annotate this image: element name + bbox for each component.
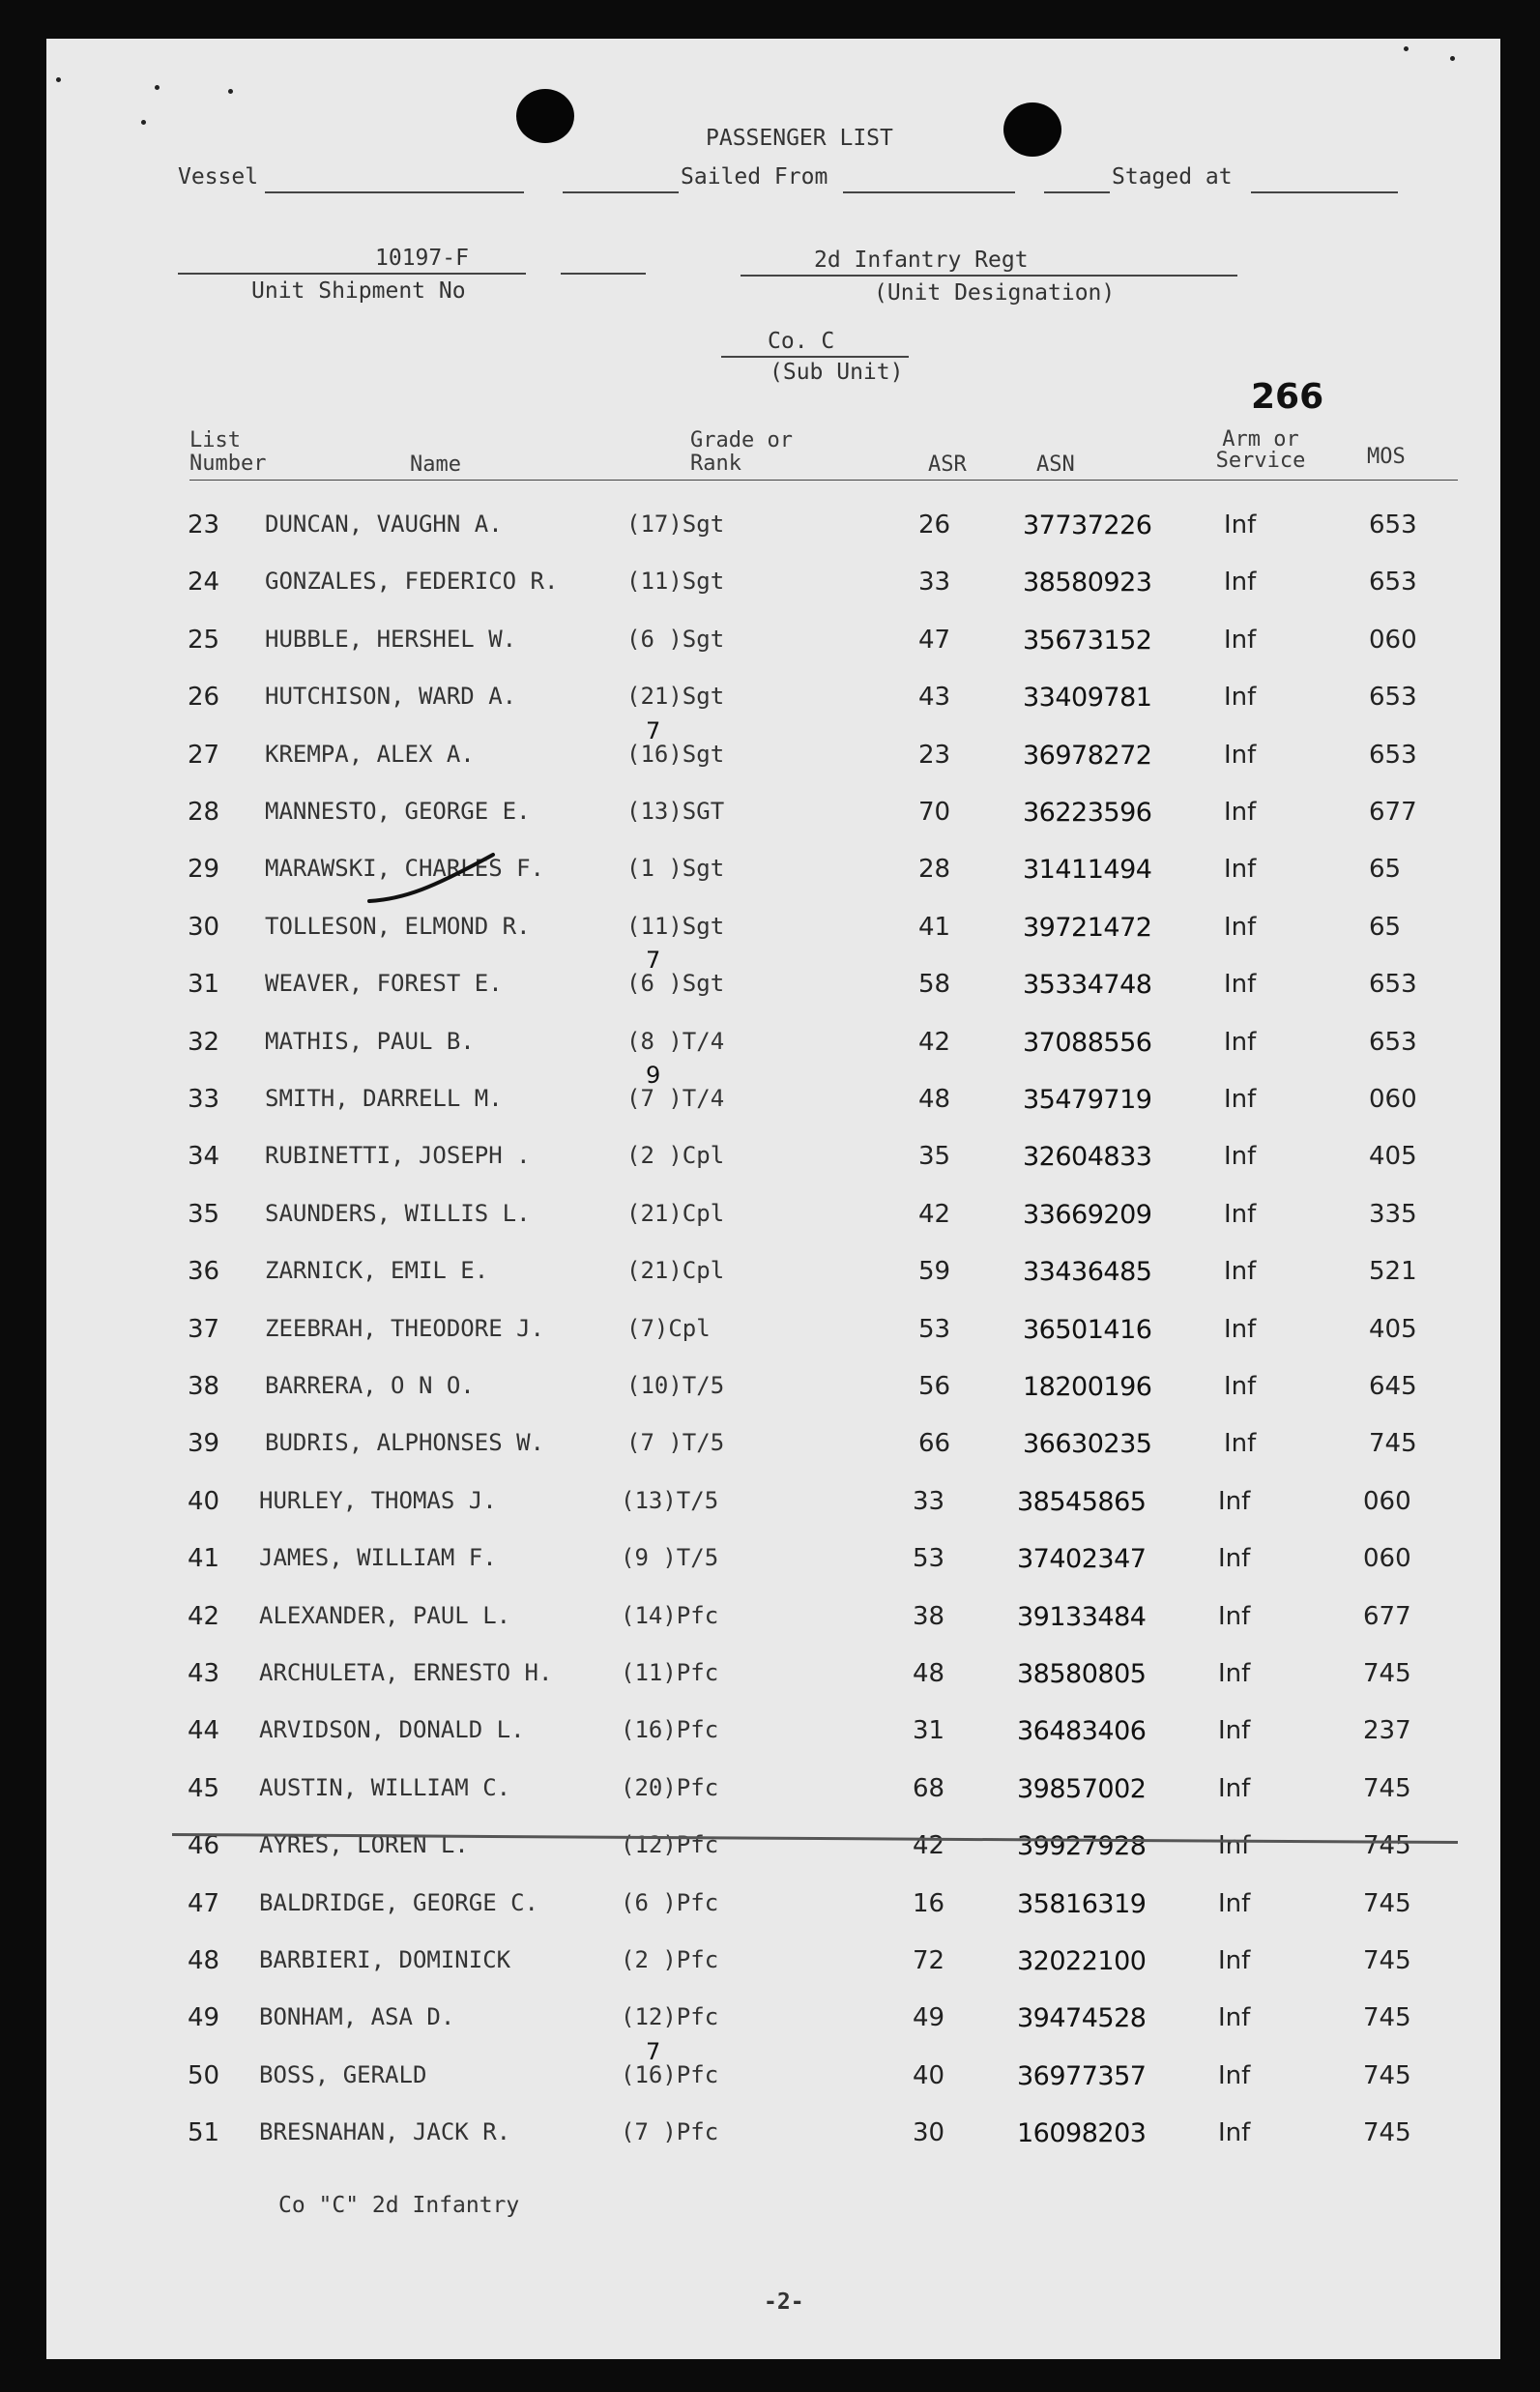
row-asr: 31 <box>913 1716 945 1745</box>
row-mos: 65 <box>1369 855 1402 884</box>
row-arm: Inf <box>1218 2061 1251 2090</box>
table-row <box>46 1487 1500 1526</box>
row-arm: Inf <box>1224 1028 1257 1057</box>
table-row <box>46 855 1500 893</box>
row-asn: 38580923 <box>1023 568 1152 598</box>
row-list-number: 46 <box>188 1831 220 1860</box>
row-asn: 33669209 <box>1023 1200 1152 1230</box>
row-asn: 37402347 <box>1017 1544 1147 1574</box>
row-mos: 060 <box>1369 1085 1417 1114</box>
row-asr: 40 <box>913 2061 945 2090</box>
row-asr: 33 <box>913 1487 945 1516</box>
row-arm: Inf <box>1224 1315 1257 1344</box>
row-mos: 521 <box>1369 1257 1417 1286</box>
row-list-number: 28 <box>188 798 220 827</box>
row-name: KREMPA, ALEX A. <box>265 741 475 768</box>
row-asn: 36483406 <box>1017 1716 1147 1746</box>
speck <box>155 85 160 90</box>
row-mos: 405 <box>1369 1315 1417 1344</box>
row-mos: 745 <box>1363 1774 1411 1803</box>
row-name: HURLEY, THOMAS J. <box>259 1487 497 1514</box>
row-arm: Inf <box>1218 1602 1251 1631</box>
handwritten-count: 266 <box>1251 377 1324 417</box>
row-arm: Inf <box>1218 1831 1251 1860</box>
row-arm: Inf <box>1224 1257 1257 1286</box>
row-mos: 653 <box>1369 510 1417 540</box>
row-asn: 38545865 <box>1017 1487 1147 1517</box>
row-arm: Inf <box>1224 855 1257 884</box>
unit-shipment-no-value: 10197-F <box>375 246 469 271</box>
row-grade: (16)Pfc <box>621 1716 719 1743</box>
row-asr: 42 <box>918 1200 951 1229</box>
speck <box>1404 46 1409 51</box>
row-asn: 33409781 <box>1023 683 1152 713</box>
row-grade: (6 )Pfc <box>621 1889 719 1916</box>
row-asr: 30 <box>913 2118 945 2147</box>
row-asr: 48 <box>913 1659 945 1688</box>
unit-shipment-aux-line <box>561 273 646 275</box>
row-arm: Inf <box>1218 1659 1251 1688</box>
row-grade: (8 )T/4 <box>626 1028 725 1055</box>
table-row <box>46 1716 1500 1755</box>
row-name: RUBINETTI, JOSEPH . <box>265 1142 531 1169</box>
row-name: MANNESTO, GEORGE E. <box>265 798 531 825</box>
row-mos: 653 <box>1369 1028 1417 1057</box>
staged-at-line <box>1251 191 1398 193</box>
table-row <box>46 568 1500 606</box>
unit-designation-line <box>741 275 1237 277</box>
row-asr: 38 <box>913 1602 945 1631</box>
row-arm: Inf <box>1224 1085 1257 1114</box>
row-grade: (11)Sgt <box>626 913 725 940</box>
row-grade: (21)Cpl <box>626 1257 725 1284</box>
row-mos: 745 <box>1363 1659 1411 1688</box>
row-list-number: 51 <box>188 2118 220 2147</box>
table-row <box>46 626 1500 664</box>
row-asn: 16098203 <box>1017 2118 1147 2148</box>
row-arm: Inf <box>1218 1774 1251 1803</box>
staged-at-label: Staged at <box>1112 164 1233 190</box>
table-row <box>46 1774 1500 1813</box>
table-row <box>46 913 1500 951</box>
row-mos: 237 <box>1363 1716 1411 1745</box>
row-arm: Inf <box>1224 1429 1257 1458</box>
row-name: BONHAM, ASA D. <box>259 2003 455 2030</box>
row-name: HUBBLE, HERSHEL W. <box>265 626 517 653</box>
row-mos: 335 <box>1369 1200 1417 1229</box>
row-grade: (13)T/5 <box>621 1487 719 1514</box>
row-mos: 65 <box>1369 913 1402 942</box>
table-row <box>46 947 1500 1008</box>
grade-correction-note: 7 <box>646 947 660 974</box>
row-list-number: 39 <box>188 1429 220 1458</box>
row-arm: Inf <box>1224 1200 1257 1229</box>
row-grade: (7 )T/5 <box>626 1429 725 1456</box>
row-arm: Inf <box>1218 2003 1251 2032</box>
row-mos: 677 <box>1363 1602 1411 1631</box>
row-grade: (17)Sgt <box>626 510 725 538</box>
row-grade: (11)Sgt <box>626 568 725 595</box>
grade-correction-note: 7 <box>646 2038 660 2065</box>
table-row <box>46 2003 1500 2042</box>
row-asn: 18200196 <box>1023 1372 1152 1402</box>
sub-unit-label: (Sub Unit) <box>770 360 904 385</box>
row-list-number: 50 <box>188 2061 220 2090</box>
row-name: MATHIS, PAUL B. <box>265 1028 475 1055</box>
col-header-mos: MOS <box>1367 445 1406 469</box>
row-asn: 38580805 <box>1017 1659 1147 1689</box>
row-mos: 745 <box>1363 1946 1411 1975</box>
row-mos: 677 <box>1369 798 1417 827</box>
row-list-number: 37 <box>188 1315 220 1344</box>
row-list-number: 47 <box>188 1889 220 1918</box>
sub-unit-value: Co. C <box>768 329 835 354</box>
row-asr: 26 <box>918 510 951 540</box>
row-asr: 41 <box>918 913 951 942</box>
row-arm: Inf <box>1218 1889 1251 1918</box>
sailed-from-prefix-line <box>563 191 679 193</box>
row-arm: Inf <box>1224 741 1257 770</box>
row-name: BARBIERI, DOMINICK <box>259 1946 511 1973</box>
table-row <box>46 1257 1500 1296</box>
row-grade: (21)Cpl <box>626 1200 725 1227</box>
row-asn: 31411494 <box>1023 855 1152 885</box>
row-list-number: 25 <box>188 626 220 655</box>
vessel-label: Vessel <box>178 164 259 190</box>
row-asr: 42 <box>913 1831 945 1860</box>
row-arm: Inf <box>1224 798 1257 827</box>
row-list-number: 32 <box>188 1028 220 1057</box>
row-grade: (2 )Cpl <box>626 1142 725 1169</box>
row-asn: 36630235 <box>1023 1429 1152 1459</box>
row-mos: 745 <box>1369 1429 1417 1458</box>
row-mos: 060 <box>1363 1487 1411 1516</box>
row-arm: Inf <box>1224 1142 1257 1171</box>
row-list-number: 48 <box>188 1946 220 1975</box>
row-asr: 16 <box>913 1889 945 1918</box>
table-row <box>46 1659 1500 1698</box>
row-name: ZARNICK, EMIL E. <box>265 1257 489 1284</box>
row-list-number: 41 <box>188 1544 220 1573</box>
col-header-name: Name <box>410 452 461 477</box>
row-name: BOSS, GERALD <box>259 2061 427 2088</box>
table-row <box>46 1142 1500 1181</box>
row-mos: 745 <box>1363 1889 1411 1918</box>
staged-at-prefix-line <box>1044 191 1110 193</box>
row-mos: 745 <box>1363 1831 1411 1860</box>
row-asn: 37737226 <box>1023 510 1152 540</box>
unit-shipment-no-label: Unit Shipment No <box>251 278 466 304</box>
table-row <box>46 1028 1500 1066</box>
row-asn: 36978272 <box>1023 741 1152 771</box>
row-name: BUDRIS, ALPHONSES W. <box>265 1429 544 1456</box>
row-asn: 39133484 <box>1017 1602 1147 1632</box>
row-mos: 745 <box>1363 2061 1411 2090</box>
row-name: BALDRIDGE, GEORGE C. <box>259 1889 538 1916</box>
row-list-number: 30 <box>188 913 220 942</box>
row-mos: 653 <box>1369 568 1417 597</box>
row-asn: 35673152 <box>1023 626 1152 656</box>
row-grade: (1 )Sgt <box>626 855 725 882</box>
row-asr: 53 <box>918 1315 951 1344</box>
row-asr: 35 <box>918 1142 951 1171</box>
grade-correction-note: 7 <box>646 717 660 744</box>
row-name: ALEXANDER, PAUL L. <box>259 1602 511 1629</box>
row-name: JAMES, WILLIAM F. <box>259 1544 497 1571</box>
row-list-number: 40 <box>188 1487 220 1516</box>
table-row <box>46 1200 1500 1239</box>
sub-unit-line <box>721 356 909 358</box>
table-row <box>46 1062 1500 1123</box>
row-mos: 653 <box>1369 970 1417 999</box>
row-grade: (16)Pfc <box>621 2061 719 2088</box>
row-grade: (6 )Sgt <box>626 626 725 653</box>
header-underline <box>189 480 1458 481</box>
table-row <box>46 1602 1500 1641</box>
row-name: AUSTIN, WILLIAM C. <box>259 1774 511 1801</box>
row-mos: 653 <box>1369 741 1417 770</box>
col-header-asr: ASR <box>928 452 967 477</box>
row-asn: 39474528 <box>1017 2003 1147 2033</box>
row-grade: (2 )Pfc <box>621 1946 719 1973</box>
table-row <box>46 683 1500 721</box>
row-asr: 56 <box>918 1372 951 1401</box>
row-asn: 39857002 <box>1017 1774 1147 1804</box>
row-name: ARCHULETA, ERNESTO H. <box>259 1659 553 1686</box>
row-list-number: 33 <box>188 1085 220 1114</box>
row-mos: 745 <box>1363 2118 1411 2147</box>
table-row <box>46 1946 1500 1985</box>
row-asr: 48 <box>918 1085 951 1114</box>
row-asn: 33436485 <box>1023 1257 1152 1287</box>
row-asr: 53 <box>913 1544 945 1573</box>
row-arm: Inf <box>1224 510 1257 540</box>
row-asr: 59 <box>918 1257 951 1286</box>
row-list-number: 42 <box>188 1602 220 1631</box>
row-arm: Inf <box>1224 970 1257 999</box>
row-mos: 745 <box>1363 2003 1411 2032</box>
row-asn: 39927928 <box>1017 1831 1147 1861</box>
row-mos: 060 <box>1369 626 1417 655</box>
row-grade: (9 )T/5 <box>621 1544 719 1571</box>
table-row <box>46 2118 1500 2157</box>
row-name: ZEEBRAH, THEODORE J. <box>265 1315 544 1342</box>
speck <box>1450 56 1455 61</box>
row-grade: (6 )Sgt <box>626 970 725 997</box>
row-grade: (12)Pfc <box>621 1831 719 1858</box>
row-name: DUNCAN, VAUGHN A. <box>265 510 503 538</box>
row-asn: 35479719 <box>1023 1085 1152 1115</box>
row-asr: 68 <box>913 1774 945 1803</box>
row-grade: (14)Pfc <box>621 1602 719 1629</box>
row-grade: (16)Sgt <box>626 741 725 768</box>
table-row <box>46 717 1500 779</box>
row-name: HUTCHISON, WARD A. <box>265 683 517 710</box>
table-row <box>46 798 1500 836</box>
row-arm: Inf <box>1218 1946 1251 1975</box>
table-row <box>46 2038 1500 2100</box>
row-mos: 060 <box>1363 1544 1411 1573</box>
row-name: MARAWSKI, CHARLES F. <box>265 855 544 882</box>
row-grade: (21)Sgt <box>626 683 725 710</box>
row-name: BRESNAHAN, JACK R. <box>259 2118 511 2145</box>
row-asn: 32604833 <box>1023 1142 1152 1172</box>
sailed-from-line <box>843 191 1015 193</box>
table-row <box>46 1889 1500 1928</box>
row-mos: 645 <box>1369 1372 1417 1401</box>
table-row <box>46 1315 1500 1354</box>
row-arm: Inf <box>1224 913 1257 942</box>
row-list-number: 34 <box>188 1142 220 1171</box>
row-grade: (11)Pfc <box>621 1659 719 1686</box>
col-header-list-number: List Number <box>189 428 267 476</box>
row-arm: Inf <box>1218 1544 1251 1573</box>
row-asr: 42 <box>918 1028 951 1057</box>
row-grade: (20)Pfc <box>621 1774 719 1801</box>
row-name: SAUNDERS, WILLIS L. <box>265 1200 531 1227</box>
row-list-number: 35 <box>188 1200 220 1229</box>
row-grade: (10)T/5 <box>626 1372 725 1399</box>
row-arm: Inf <box>1224 683 1257 712</box>
row-asr: 33 <box>918 568 951 597</box>
row-name: ARVIDSON, DONALD L. <box>259 1716 525 1743</box>
row-list-number: 26 <box>188 683 220 712</box>
row-asr: 70 <box>918 798 951 827</box>
row-name: GONZALES, FEDERICO R. <box>265 568 559 595</box>
row-asn: 35334748 <box>1023 970 1152 1000</box>
row-arm: Inf <box>1218 2118 1251 2147</box>
grade-correction-note: 9 <box>646 1062 660 1089</box>
page-number: -2- <box>764 2290 804 2315</box>
row-arm: Inf <box>1224 1372 1257 1401</box>
table-row <box>46 1372 1500 1411</box>
row-asr: 23 <box>918 741 951 770</box>
row-asn: 36977357 <box>1017 2061 1147 2091</box>
row-list-number: 44 <box>188 1716 220 1745</box>
unit-designation-value: 2d Infantry Regt <box>814 248 1029 273</box>
col-header-arm: Arm or Service <box>1215 427 1306 473</box>
row-asn: 35816319 <box>1017 1889 1147 1919</box>
unit-shipment-line <box>178 273 526 275</box>
vessel-line <box>265 191 524 193</box>
row-asr: 72 <box>913 1946 945 1975</box>
row-arm: Inf <box>1224 568 1257 597</box>
row-list-number: 49 <box>188 2003 220 2032</box>
row-asn: 36501416 <box>1023 1315 1152 1345</box>
col-header-grade: Grade or Rank <box>690 428 793 476</box>
row-grade: (7)Cpl <box>626 1315 711 1342</box>
col-header-asn: ASN <box>1036 452 1075 477</box>
row-asn: 39721472 <box>1023 913 1152 943</box>
passenger-list-sheet <box>46 39 1500 2359</box>
row-asr: 47 <box>918 626 951 655</box>
row-grade: (7 )Pfc <box>621 2118 719 2145</box>
punch-hole-right <box>1003 102 1061 157</box>
punch-hole-left <box>516 89 574 143</box>
row-asr: 28 <box>918 855 951 884</box>
row-asn: 36223596 <box>1023 798 1152 828</box>
row-list-number: 24 <box>188 568 220 597</box>
row-asn: 37088556 <box>1023 1028 1152 1058</box>
row-grade: (7 )T/4 <box>626 1085 725 1112</box>
row-list-number: 31 <box>188 970 220 999</box>
row-name: SMITH, DARRELL M. <box>265 1085 503 1112</box>
row-arm: Inf <box>1224 626 1257 655</box>
row-list-number: 45 <box>188 1774 220 1803</box>
unit-designation-label: (Unit Designation) <box>874 280 1116 306</box>
row-name: AYRES, LOREN L. <box>259 1831 469 1858</box>
row-asr: 66 <box>918 1429 951 1458</box>
check-mark-icon <box>365 849 501 907</box>
row-list-number: 23 <box>188 510 220 540</box>
row-grade: (13)SGT <box>626 798 725 825</box>
row-name: TOLLESON, ELMOND R. <box>265 913 531 940</box>
speck <box>141 120 146 125</box>
sailed-from-label: Sailed From <box>681 164 828 190</box>
row-asr: 58 <box>918 970 951 999</box>
table-row <box>46 1429 1500 1468</box>
row-asr: 49 <box>913 2003 945 2032</box>
row-mos: 653 <box>1369 683 1417 712</box>
document-title: PASSENGER LIST <box>706 126 893 151</box>
row-asr: 43 <box>918 683 951 712</box>
row-arm: Inf <box>1218 1487 1251 1516</box>
row-list-number: 29 <box>188 855 220 884</box>
speck <box>228 89 233 94</box>
row-list-number: 27 <box>188 741 220 770</box>
row-list-number: 38 <box>188 1372 220 1401</box>
table-row <box>46 1544 1500 1583</box>
table-row <box>46 510 1500 549</box>
footer-unit: Co "C" 2d Infantry <box>278 2193 520 2218</box>
row-list-number: 43 <box>188 1659 220 1688</box>
row-name: WEAVER, FOREST E. <box>265 970 503 997</box>
row-grade: (12)Pfc <box>621 2003 719 2030</box>
speck <box>56 77 61 82</box>
row-mos: 405 <box>1369 1142 1417 1171</box>
row-name: BARRERA, O N O. <box>265 1372 475 1399</box>
row-asn: 32022100 <box>1017 1946 1147 1976</box>
row-arm: Inf <box>1218 1716 1251 1745</box>
row-list-number: 36 <box>188 1257 220 1286</box>
